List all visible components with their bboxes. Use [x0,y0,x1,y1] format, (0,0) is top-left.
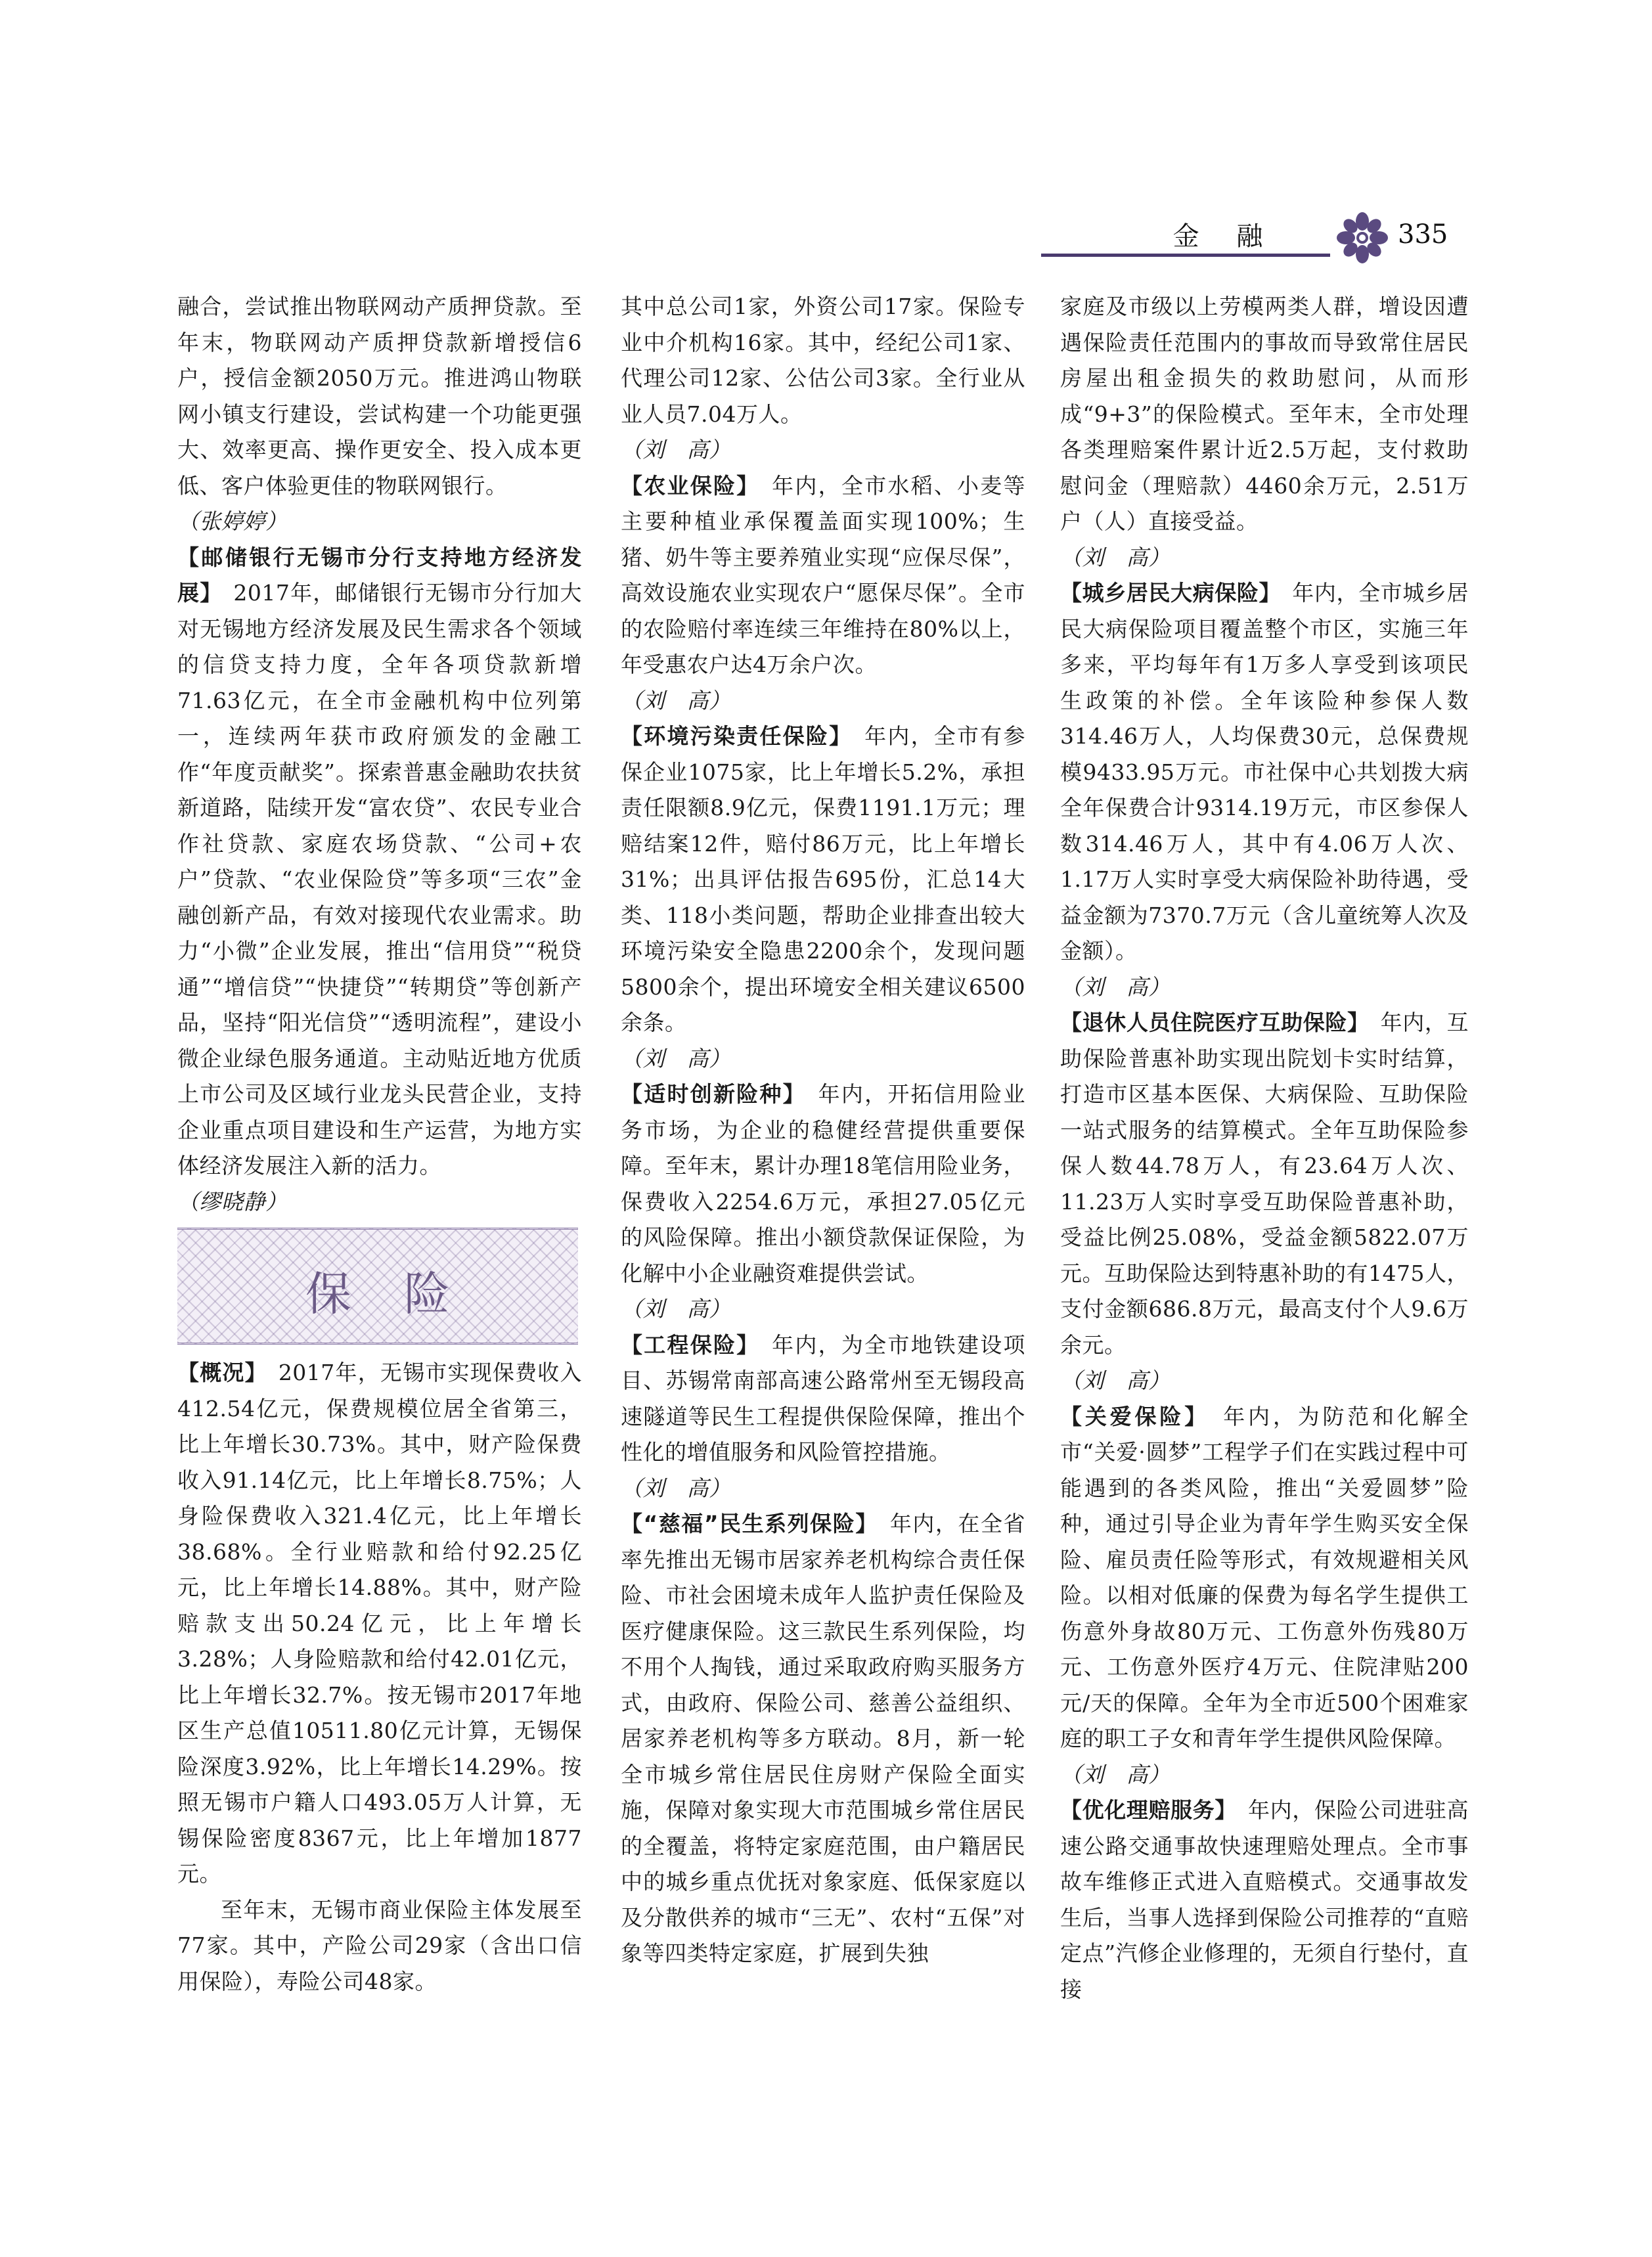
entry-title: 【适时创新险种】 [621,1081,806,1107]
author-credit: （刘 高） [621,437,731,462]
paragraph-text: 年内，全市城乡居民大病保险项目覆盖整个市区，实施三年多来，平均每年有1万多人享受到该项民生政策的补偿。全年该险种参保人数314.46万人，人均保费30元，总保费规模9433.95万元。市社保中心共划拨大病全年保费合计9314.19万元，市区参保人数314.46万人，其中有4.06万人次、1.17万人实时享受大病保险补助待遇，受益金额为7370.7万元（含儿童统筹人次及金额）。 [1060,580,1469,964]
paragraph-text: 年内，互助保险普惠补助实现出院划卡实时结算，打造市区基本医保、大病保险、互助保险一站式服务的结算模式。全年互助保险参保人数44.78万人，有23.64万人次、11.23万人实时享受互助保险普惠补助，受益比例25.08%，受益金额5822.07万元。互助保险达到特惠补助的有1475人，支付金额686.8万元，最高支付个人9.6万余元。 [1060,1010,1469,1358]
paragraph-text: 其中总公司1家，外资公司17家。保险专业中介机构16家。其中，经纪公司1家、代理公司12家、公估公司3家。全行业从业人员7.04万人。 [621,294,1025,427]
header-rule [1041,254,1330,257]
entry-title: 【“慈福”民生系列保险】 [621,1511,878,1536]
paragraph-text: 年内，开拓信用险业务市场，为企业的稳健经营提供重要保障。至年末，累计办理18笔信用险业务，保费收入2254.6万元，承担27.05亿元的风险保障。推出小额贷款保证保险，为化解中小企业融资难提供尝试。 [621,1081,1026,1286]
paragraph-text: 年内，为防范和化解全市“关爱·圆梦”工程学子们在实践过程中可能遇到的各类风险，推出“关爱圆梦”险种，通过引导企业为青年学生购买安全保险、雇员责任险等形式，有效规避相关风险。以相对低廉的保费为每名学生提供工伤意外身故80万元、工伤意外伤残80万元、工伤意外医疗4万元、住院津贴200元/天的保障。全年为全市近500个困难家庭的职工子女和青年学生提供风险保障。 [1060,1403,1469,1751]
entry-paragraph [177,540,582,1184]
column-1 [177,289,582,2000]
author-credit: （刘 高） [621,1296,731,1322]
author-credit: （刘 高） [621,1475,731,1501]
entry-paragraph [1060,1399,1469,1757]
entry-title: 【关爱保险】 [1060,1403,1209,1429]
entry-title: 【概况】 [177,1360,267,1385]
author-credit: （张婷婷） [177,508,288,534]
entry-paragraph [1060,1793,1469,2007]
author-credit: （刘 高） [1060,973,1171,1000]
body-paragraph [177,1892,582,2000]
author-credit: （刘 高） [1060,1368,1171,1393]
column-2 [621,289,1025,1972]
entry-title: 【邮储银行无锡市分行支持地方经济发展】 [177,544,582,606]
section-title: 金 融 [1172,221,1278,252]
entry-paragraph [1060,575,1469,970]
entry-title: 【农业保险】 [621,472,760,499]
entry-paragraph [177,1355,582,1892]
entry-paragraph [621,468,1025,683]
paragraph-text: 年内，在全省率先推出无锡市居家养老机构综合责任保险、市社会困境未成年人监护责任保险及医疗健康保险。这三款民生系列保险，均不用个人掏钱，通过采取政府购买服务方式，由政府、保险公司、慈善公益组织、居家养老机构等多方联动。8月，新一轮全市城乡常住居民住房财产保险全面实施，保障对象实现大市范围城乡常住居民的全覆盖，将特定家庭范围，由户籍居民中的城乡重点优抚对象家庭、低保家庭以及分散供养的城市“三无”、农村“五保”对象等四类特定家庭，扩展到失独 [621,1511,1026,1966]
paragraph-text: 家庭及市级以上劳模两类人群，增设因遭遇保险责任范围内的事故而导致常住居民房屋出租金损失的救助慰问，从而形成“9+3”的保险模式。至年末，全市处理各类理赔案件累计近2.5万起，支付救助慰问金（理赔款）4460余万元，2.51万户（人）直接受益。 [1060,294,1469,534]
paragraph-text: 2017年，邮储银行无锡市分行加大对无锡地方经济发展及民生需求各个领域的信贷支持力度，全年各项贷款新增71.63亿元，在全市金融机构中位列第一，连续两年获市政府颁发的金融工作“年度贡献奖”。探索普惠金融助农扶贫新道路，陆续开发“富农贷”、农民专业合作社贷款、家庭农场贷款、“公司+农户”贷款、“农业保险贷”等多项“三农”金融创新产品，有效对接现代农业需求。助力“小微”企业发展，推出“信用贷”“税贷通”“增信贷”“快捷贷”“转期贷”等创新产品，坚持“阳光信贷”“透明流程”，建设小微企业绿色服务通道。主动贴近地方优质上市公司及区域行业龙头民营企业，支持企业重点项目建设和生产运营，为地方实体经济发展注入新的活力。 [177,580,583,1178]
paragraph-text: 融合，尝试推出物联网动产质押贷款。至年末，物联网动产质押贷款新增授信6户，授信金额2050万元。推进鸿山物联网小镇支行建设，尝试构建一个功能更强大、效率更高、操作更安全、投入成本更低、客户体验更佳的物联网银行。 [177,294,582,499]
entry-title: 【环境污染责任保险】 [621,723,853,749]
paragraph-text: 至年末，无锡市商业保险主体发展至77家。其中，产险公司29家（含出口信用保险），寿险公司48家。 [177,1896,582,1994]
page-number: 335 [1398,219,1448,250]
entry-paragraph [621,1506,1025,1972]
body-paragraph [177,289,582,504]
author-credit: （刘 高） [1060,544,1171,570]
paragraph-text: 年内，全市水稻、小麦等主要种植业承保覆盖面实现100%；生猪、奶牛等主要养殖业实现“应保尽保”，高效设施农业实现农户“愿保尽保”。全市的农险赔付率连续三年维持在80%以上，年受惠农户达4万余户次。 [621,472,1026,677]
entry-title: 【工程保险】 [621,1331,760,1358]
section-banner-title: 保险 [305,1267,502,1321]
author-credit: （刘 高） [621,1045,731,1071]
entry-title: 【城乡居民大病保险】 [1060,580,1282,606]
entry-title: 【退休人员住院医疗互助保险】 [1060,1010,1370,1035]
entry-paragraph [1060,1005,1469,1363]
entry-title: 【优化理赔服务】 [1060,1797,1237,1823]
flower-emblem-icon [1335,210,1390,265]
author-credit: （刘 高） [1060,1761,1171,1787]
author-credit: （刘 高） [621,687,731,713]
column-3 [1060,289,1469,2007]
entry-paragraph [621,1328,1025,1471]
author-credit: （缪晓静） [177,1188,288,1215]
entry-paragraph [621,1077,1025,1291]
section-banner [177,1228,578,1345]
paragraph-text: 年内，为全市地铁建设项目、苏锡常南部高速公路常州至无锡段高速隧道等民生工程提供保险保障，推出个性化的增值服务和风险管控措施。 [621,1331,1026,1465]
entry-paragraph [621,719,1025,1041]
body-paragraph [621,289,1025,432]
paragraph-text: 2017年，无锡市实现保费收入412.54亿元，保费规模位居全省第三，比上年增长30.73%。其中，财产险保费收入91.14亿元，比上年增长8.75%；人身险保费收入321.4亿元，比上年增长38.68%。全行业赔款和给付92.25亿元，比上年增长14.88%。其中，财产险赔款支出50.24亿元，比上年增长3.28%；人身险赔款和给付42.01亿元，比上年增长32.7%。按无锡市2017年地区生产总值10511.80亿元计算，无锡保险深度3.92%，比上年增长14.29%。按照无锡市户籍人口493.05万人计算，无锡保险密度8367元，比上年增加1877元。 [177,1360,583,1887]
body-paragraph [1060,289,1469,540]
paragraph-text: 年内，保险公司进驻高速公路交通事故快速理赔处理点。全市事故车维修正式进入直赔模式。交通事故发生后，当事人选择到保险公司推荐的“直赔定点”汽修企业修理的，无须自行垫付，直接 [1060,1797,1469,2002]
paragraph-text: 年内，全市有参保企业1075家，比上年增长5.2%，承担责任限额8.9亿元，保费1191.1万元；理赔结案12件，赔付86万元，比上年增长31%；出具评估报告695份，汇总14大类、118小类问题，帮助企业排查出较大环境污染安全隐患2200余个，发现问题5800余个，提出环境安全相关建议6500余条。 [621,723,1026,1035]
